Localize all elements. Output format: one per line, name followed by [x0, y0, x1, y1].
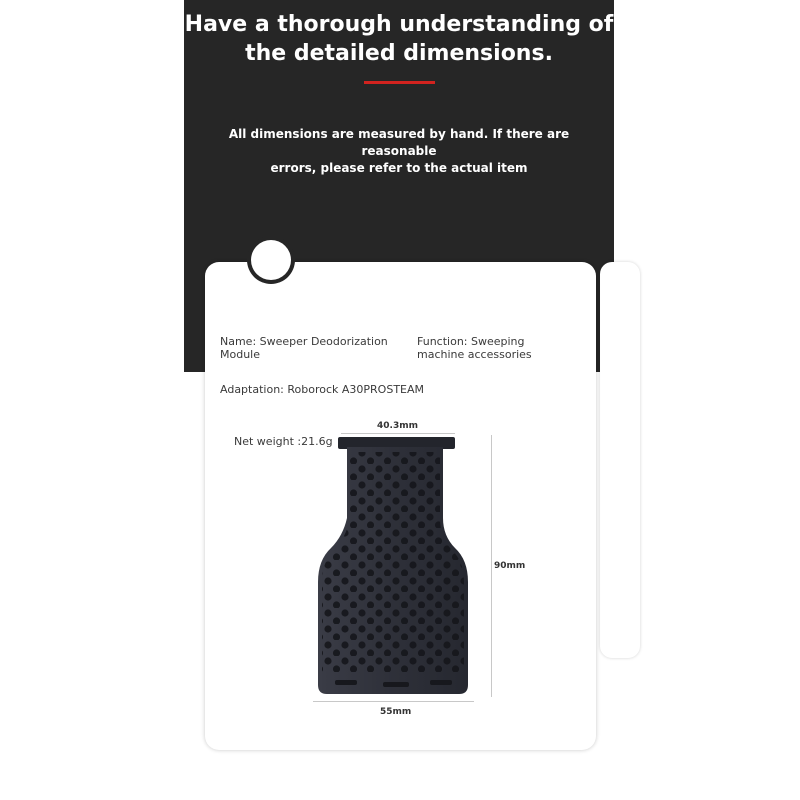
title-line-2: the detailed dimensions. — [245, 41, 553, 66]
net-weight: Net weight :21.6g — [234, 435, 333, 448]
product-name-line-1: Name: Sweeper Deodorization — [220, 335, 388, 348]
title-line-1: Have a thorough understanding of — [184, 12, 614, 37]
product-function-line-1: Function: Sweeping — [417, 335, 525, 348]
bottom-width-label: 55mm — [380, 707, 412, 717]
product-function-line-2: machine accessories — [417, 348, 532, 361]
top-width-label: 40.3mm — [377, 421, 418, 431]
disclaimer-line-2: errors, please refer to the actual item — [270, 161, 528, 175]
bottom-slot-center — [383, 682, 409, 687]
product-adaptation: Adaptation: Roborock A30PROSTEAM — [220, 383, 425, 396]
height-label: 90mm — [494, 561, 526, 571]
bottom-slot-left — [335, 680, 357, 685]
disclaimer-line-1: All dimensions are measured by hand. If there are reasonable — [228, 127, 570, 158]
bottom-slot-right — [430, 680, 452, 685]
product-name-line-2: Module — [220, 348, 260, 361]
